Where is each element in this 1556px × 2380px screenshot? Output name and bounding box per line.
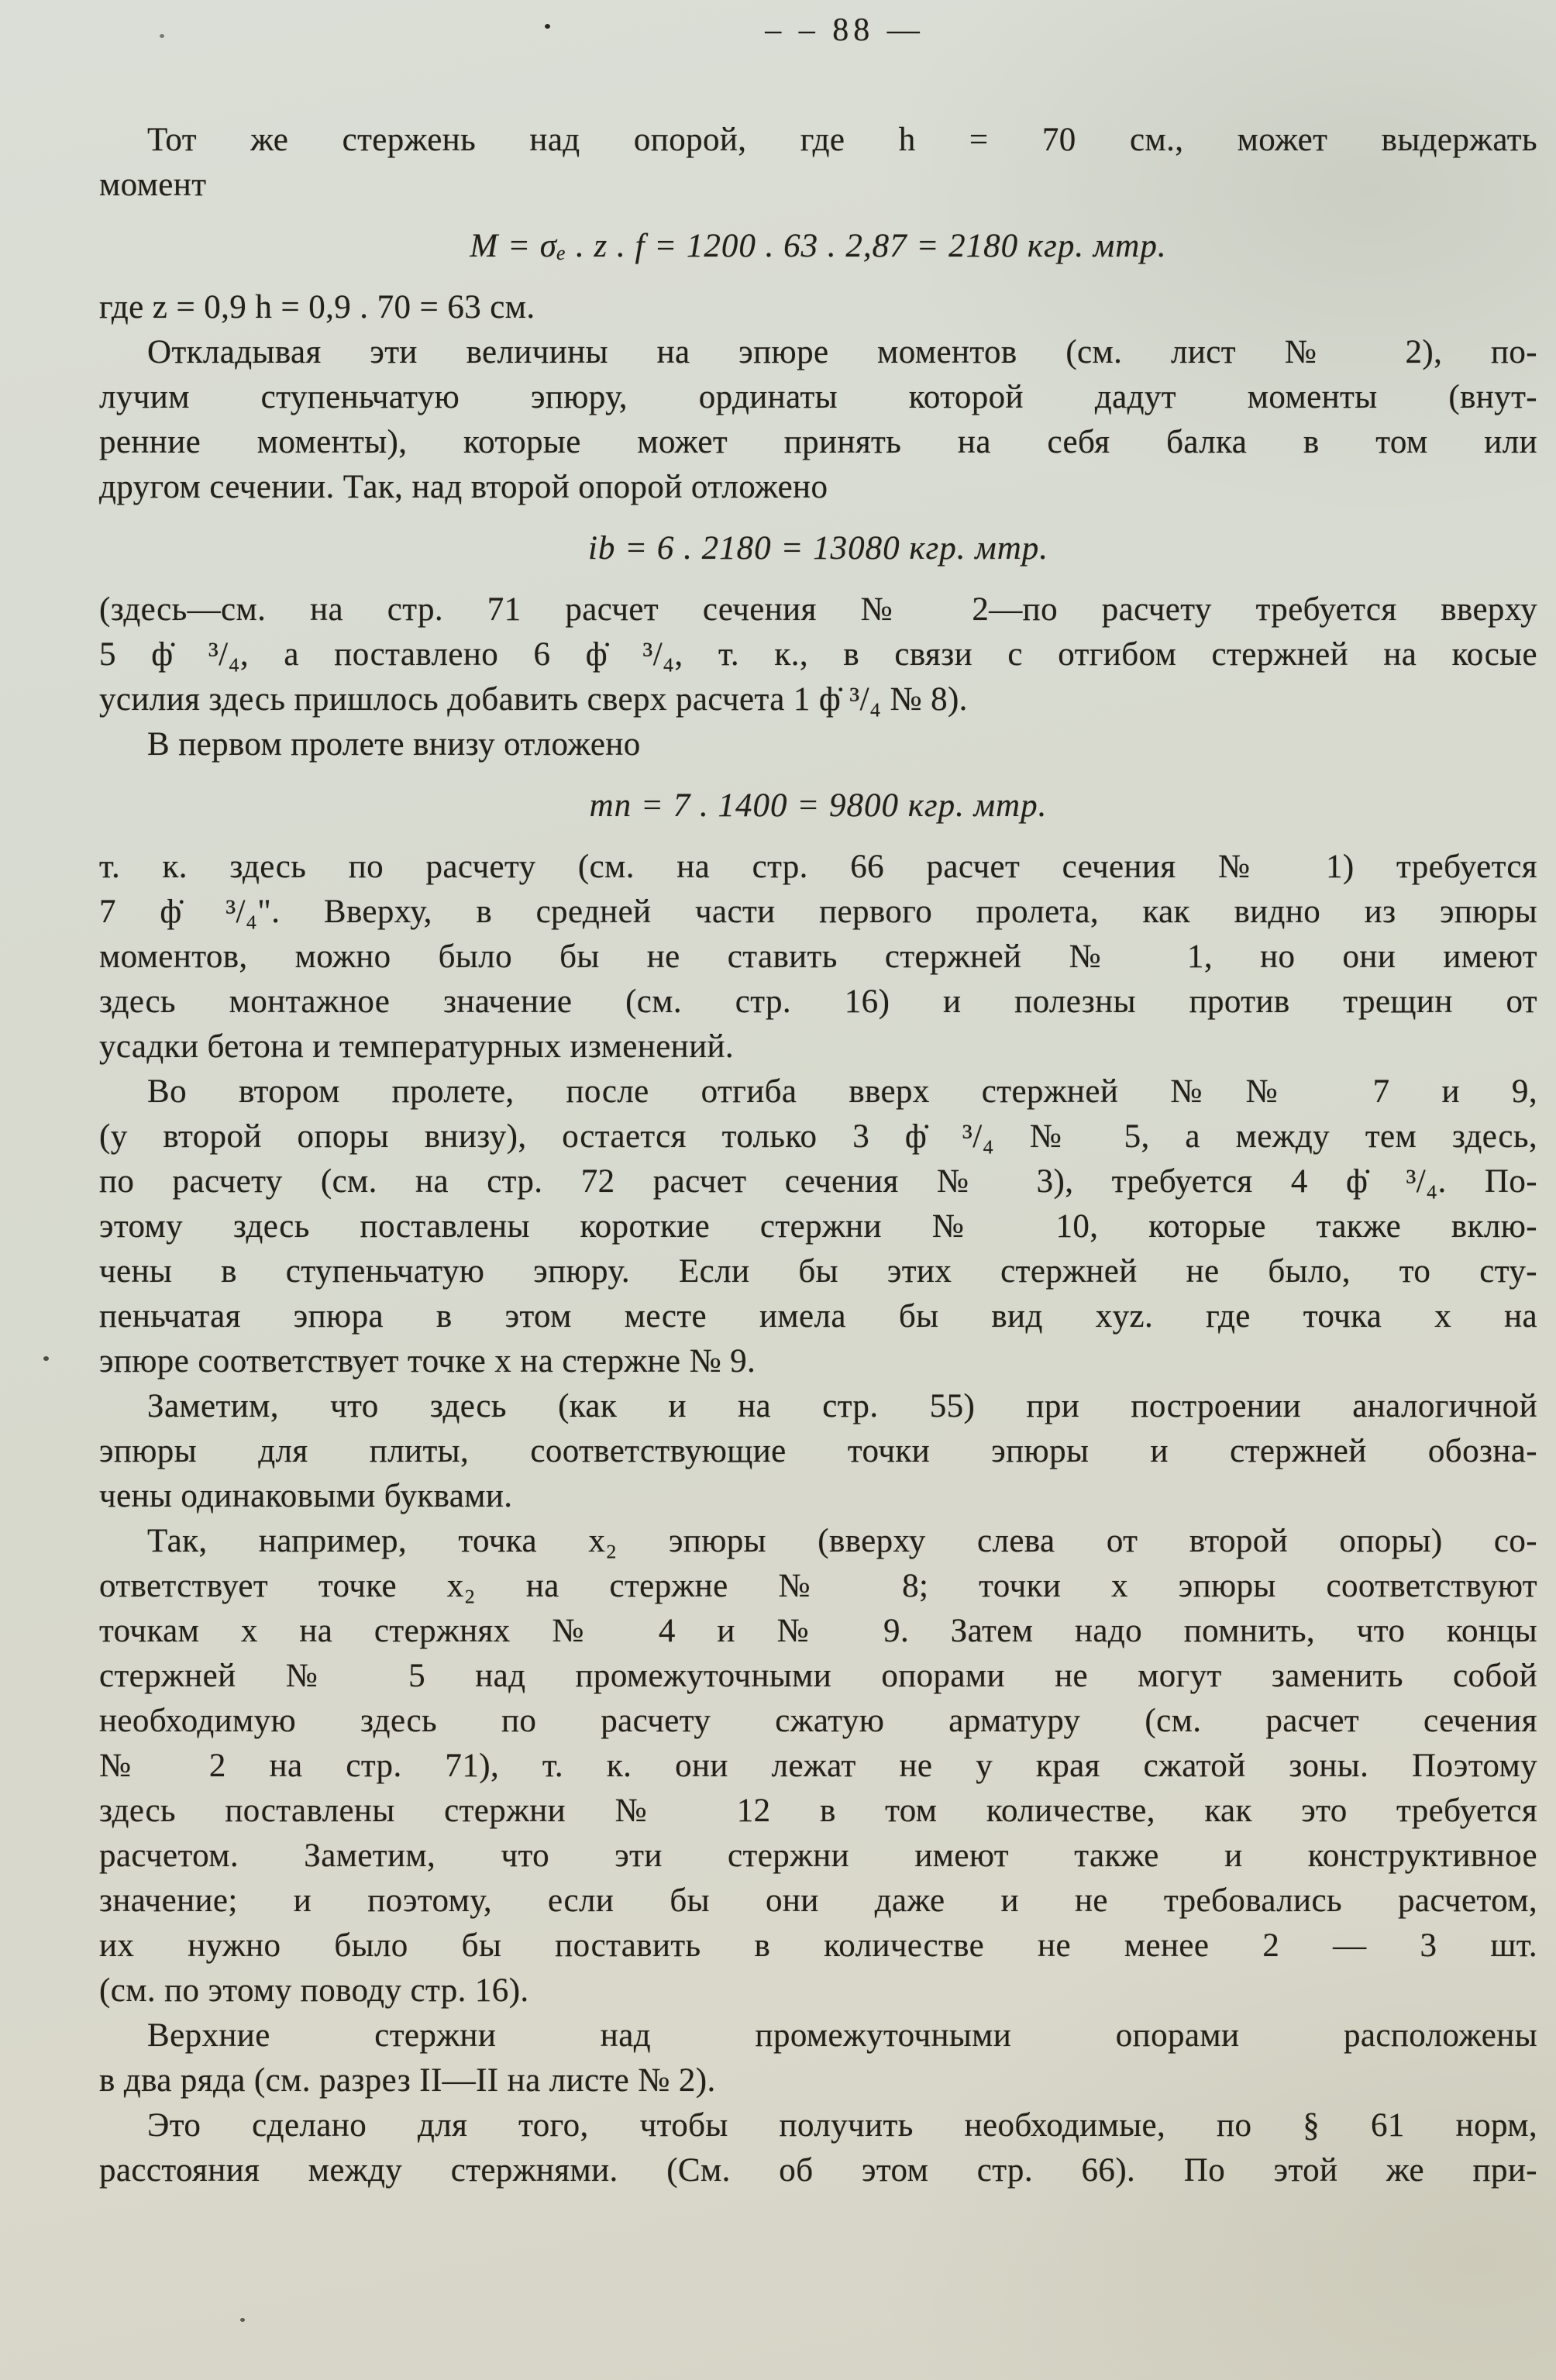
formula: M = σₑ . z . f = 1200 . 63 . 2,87 = 2180 кгр. мтр. [470, 228, 1167, 264]
text-line: эпюры для плиты, соответствующие точки эпюры и стержней обозна- [99, 1433, 1537, 1469]
paragraph [99, 722, 1537, 767]
text-line: момент [99, 167, 207, 203]
text-line: расстояния между стержнями. (См. об этом стр. 66). По этой же при- [99, 2152, 1537, 2189]
paragraph [99, 1069, 1537, 1384]
ink-speck [160, 34, 164, 38]
text-line: (у второй опоры внизу), остается только 3 ф̇ ³/₄ № 5, а между тем здесь, [99, 1118, 1537, 1155]
text-line: Откладывая эти величины на эпюре моментов (см. лист № 2), по- [147, 334, 1537, 370]
text-line: Тот же стержень над опорой, где h = 70 см., может выдержать [147, 122, 1537, 158]
text-line: Это сделано для того, чтобы получить необходимые, по § 61 норм, [147, 2107, 1537, 2144]
paragraph [99, 118, 1537, 208]
text-line: 5 ф̇ ³/₄, а поставлено 6 ф̇ ³/₄, т. к., в связи с отгибом стержней на косые [99, 636, 1537, 673]
text-line: ответствует точке x₂ на стержне № 8; точки x эпюры соответствуют [99, 1568, 1537, 1604]
text-line: по расчету (см. на стр. 72 расчет сечения № 3), требуется 4 ф̇ ³/₄. По- [99, 1163, 1537, 1200]
text-line: точкам x на стержнях № 4 и № 9. Затем надо помнить, что концы [99, 1613, 1537, 1649]
text-line: ренние моменты), которые может принять на себя балка в том или [99, 424, 1537, 460]
text-line: усилия здесь пришлось добавить сверх расчета 1 ф̇ ³/₄ № 8). [99, 681, 968, 718]
text-line: усадки бетона и температурных изменений. [99, 1028, 735, 1065]
text-line: здесь поставлены стержни № 12 в том количестве, как это требуется [99, 1793, 1537, 1829]
formula: ib = 6 . 2180 = 13080 кгр. мтр. [587, 530, 1049, 567]
text-line: моментов, можно было бы не ставить стержней № 1, но они имеют [99, 939, 1537, 975]
text-line: лучим ступеньчатую эпюру, ординаты которой дадут моменты (внут- [99, 379, 1537, 415]
paragraph [99, 587, 1537, 722]
paragraph [99, 1519, 1537, 2013]
text-line: расчетом. Заметим, что эти стержни имеют также и конструктивное [99, 1838, 1537, 1874]
paragraph [99, 845, 1537, 1069]
text-line: чены одинаковыми буквами. [99, 1478, 513, 1514]
text-line: В первом пролете внизу отложено [147, 726, 641, 763]
text-line: эпюре соответствует точке x на стержне № 9. [99, 1343, 756, 1379]
text-line: (здесь—см. на стр. 71 расчет сечения № 2—по расчету требуется вверху [99, 591, 1537, 628]
ink-speck [240, 2318, 245, 2322]
text-line: необходимую здесь по расчету сжатую арматуру (см. расчет сечения [99, 1703, 1537, 1739]
text-line: этому здесь поставлены короткие стержни № 10, которые также вклю- [99, 1208, 1537, 1245]
paragraph [99, 330, 1537, 510]
text-line: чены в ступеньчатую эпюру. Если бы этих стержней не было, то сту- [99, 1253, 1537, 1290]
text-line: Во втором пролете, после отгиба вверх стержней №№ 7 и 9, [147, 1073, 1537, 1110]
text-line: в два ряда (см. разрез II—II на листе № 2). [99, 2062, 716, 2099]
text-line: их нужно было бы поставить в количестве не менее 2 — 3 шт. [99, 1927, 1537, 1964]
paragraph [99, 2103, 1537, 2193]
text-line: пеньчатая эпюра в этом месте имела бы вид xyz. где точка x на [99, 1298, 1537, 1335]
text-line: стержней № 5 над промежуточными опорами не могут заменить собой [99, 1658, 1537, 1694]
text-line: Заметим, что здесь (как и на стр. 55) при построении аналогичной [147, 1388, 1537, 1424]
text-line: 7 ф̇ ³/₄". Вверху, в средней части первого пролета, как видно из эпюры [99, 894, 1537, 930]
text-line: т. к. здесь по расчету (см. на стр. 66 расчет сечения № 1) требуется [99, 849, 1537, 885]
text-line: Верхние стержни над промежуточными опорами расположены [147, 2017, 1537, 2054]
paragraph [99, 285, 1537, 330]
paragraph [99, 1384, 1537, 1519]
text-block [99, 118, 1537, 2193]
page-number: – – 88 — [765, 12, 924, 48]
ink-speck [43, 1356, 49, 1361]
text-line: Так, например, точка x₂ эпюры (вверху слева от второй опоры) со- [147, 1523, 1537, 1559]
text-line: другом сечении. Так, над второй опорой отложено [99, 469, 828, 505]
text-line: (см. по этому поводу стр. 16). [99, 1972, 529, 2009]
text-line: значение; и поэтому, если бы они даже и не требовались расчетом, [99, 1882, 1537, 1919]
paragraph [99, 2013, 1537, 2103]
text-line: где z = 0,9 h = 0,9 . 70 = 63 см. [99, 289, 535, 325]
formula: mn = 7 . 1400 = 9800 кгр. мтр. [589, 787, 1048, 824]
ink-speck [545, 24, 550, 29]
text-line: здесь монтажное значение (см. стр. 16) и полезны против трещин от [99, 983, 1537, 1020]
text-line: № 2 на стр. 71), т. к. они лежат не у края сжатой зоны. Поэтому [99, 1748, 1537, 1784]
